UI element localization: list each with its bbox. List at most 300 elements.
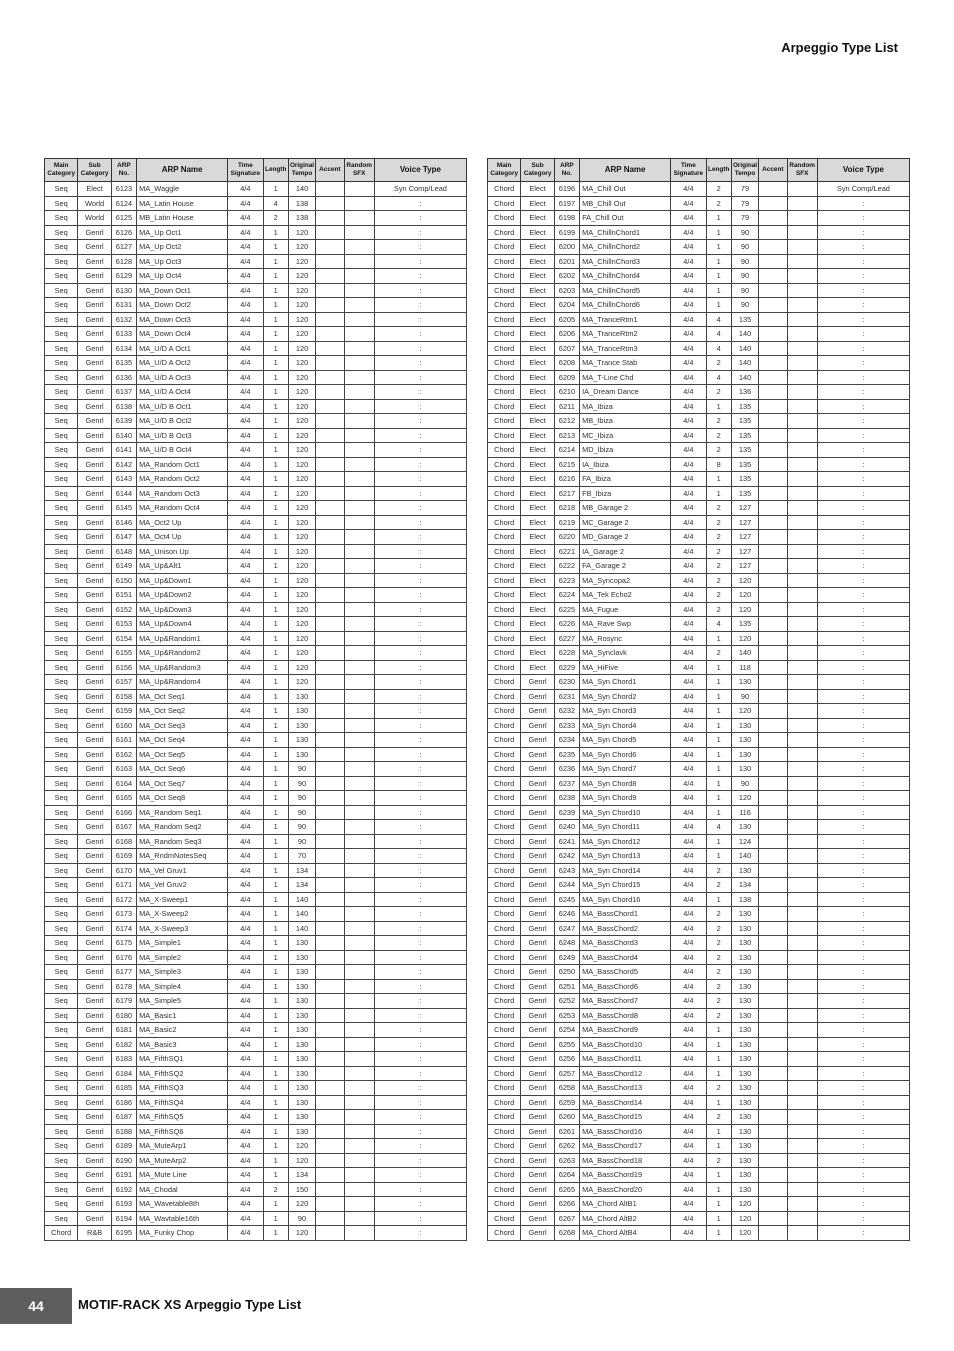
cell-length: 1 [706,631,731,646]
cell-arp-no: 6221 [554,544,579,559]
cell-voice-type: : [374,805,466,820]
cell-time-signature: 4/4 [671,1008,706,1023]
table-row [45,414,467,429]
cell-voice-type: : [374,385,466,400]
cell-main-category: Chord [488,849,521,864]
table-row [488,1095,910,1110]
cell-original-tempo: 130 [288,718,315,733]
cell-voice-type: : [817,733,909,748]
cell-time-signature: 4/4 [228,921,263,936]
cell-random-sfx [344,1197,374,1212]
cell-original-tempo: 120 [288,1153,315,1168]
cell-voice-type: : [374,689,466,704]
cell-accent [759,385,787,400]
table-row [45,878,467,893]
table-row [45,965,467,980]
cell-original-tempo: 130 [731,1124,758,1139]
cell-sub-category: Genrl [78,588,111,603]
cell-voice-type: : [374,356,466,371]
table-row [45,1197,467,1212]
cell-arp-name: MA_U/D B Oct1 [137,399,228,414]
cell-arp-name: MA_Syn Chord13 [580,849,671,864]
cell-original-tempo: 120 [731,588,758,603]
cell-random-sfx [787,1153,817,1168]
cell-length: 2 [706,936,731,951]
table-row [45,704,467,719]
cell-accent [759,312,787,327]
cell-arp-no: 6190 [111,1153,136,1168]
cell-accent [759,573,787,588]
cell-main-category: Chord [488,994,521,1009]
cell-time-signature: 4/4 [228,1182,263,1197]
cell-original-tempo: 90 [288,791,315,806]
cell-arp-no: 6193 [111,1197,136,1212]
cell-sub-category: Genrl [78,298,111,313]
cell-arp-no: 6124 [111,196,136,211]
cell-time-signature: 4/4 [228,994,263,1009]
table-row [488,1037,910,1052]
cell-length: 1 [263,718,288,733]
cell-accent [759,660,787,675]
cell-length: 1 [706,472,731,487]
cell-arp-no: 6229 [554,660,579,675]
cell-accent [316,573,344,588]
cell-length: 2 [706,1008,731,1023]
header-length: Length [263,159,288,182]
cell-accent [316,849,344,864]
cell-voice-type: : [374,515,466,530]
table-row [488,254,910,269]
cell-arp-name: MA_BassChord14 [580,1095,671,1110]
cell-sub-category: Elect [521,254,554,269]
cell-time-signature: 4/4 [671,950,706,965]
cell-length: 8 [706,457,731,472]
cell-random-sfx [787,747,817,762]
cell-voice-type: : [374,211,466,226]
cell-sub-category: Genrl [78,733,111,748]
cell-length: 2 [706,863,731,878]
cell-random-sfx [344,965,374,980]
cell-main-category: Seq [45,878,78,893]
cell-main-category: Seq [45,950,78,965]
cell-original-tempo: 120 [288,530,315,545]
cell-random-sfx [787,385,817,400]
table-row [45,240,467,255]
table-row [45,356,467,371]
cell-random-sfx [787,849,817,864]
cell-length: 1 [263,675,288,690]
cell-time-signature: 4/4 [671,1110,706,1125]
cell-length: 1 [706,1124,731,1139]
cell-time-signature: 4/4 [228,1197,263,1212]
table-row [488,936,910,951]
cell-main-category: Chord [488,762,521,777]
table-row [45,1023,467,1038]
cell-sub-category: Genrl [78,1110,111,1125]
cell-voice-type: : [374,646,466,661]
cell-voice-type: : [374,776,466,791]
cell-voice-type: : [817,747,909,762]
cell-random-sfx [787,718,817,733]
cell-voice-type: : [817,269,909,284]
cell-original-tempo: 130 [288,747,315,762]
cell-arp-name: MD_Garage 2 [580,530,671,545]
cell-time-signature: 4/4 [671,414,706,429]
cell-time-signature: 4/4 [671,646,706,661]
cell-sub-category: Elect [521,588,554,603]
table-row [45,820,467,835]
cell-length: 1 [706,660,731,675]
cell-time-signature: 4/4 [228,182,263,197]
cell-time-signature: 4/4 [671,356,706,371]
cell-arp-name: MA_Syn Chord16 [580,892,671,907]
cell-original-tempo: 120 [288,443,315,458]
cell-original-tempo: 120 [288,588,315,603]
cell-arp-no: 6158 [111,689,136,704]
table-row [488,457,910,472]
cell-arp-name: MA_Simple4 [137,979,228,994]
cell-accent [316,762,344,777]
cell-random-sfx [787,486,817,501]
cell-time-signature: 4/4 [671,269,706,284]
cell-accent [316,863,344,878]
table-row [45,602,467,617]
cell-length: 1 [263,660,288,675]
cell-time-signature: 4/4 [228,312,263,327]
cell-random-sfx [787,1066,817,1081]
cell-accent [316,805,344,820]
cell-sub-category: Genrl [521,762,554,777]
cell-length: 2 [706,588,731,603]
table-row [488,1008,910,1023]
cell-arp-name: MA_U/D A Oct4 [137,385,228,400]
cell-arp-no: 6252 [554,994,579,1009]
cell-main-category: Chord [488,733,521,748]
table-row [488,196,910,211]
cell-sub-category: Genrl [521,1197,554,1212]
cell-voice-type: : [817,312,909,327]
cell-sub-category: Genrl [78,617,111,632]
cell-arp-name: MA_U/D B Oct2 [137,414,228,429]
footer-title: MOTIF-RACK XS Arpeggio Type List [78,1297,302,1312]
cell-accent [759,1095,787,1110]
cell-main-category: Chord [488,486,521,501]
table-row [45,472,467,487]
cell-length: 1 [263,791,288,806]
cell-time-signature: 4/4 [228,414,263,429]
cell-main-category: Chord [488,254,521,269]
cell-original-tempo: 140 [731,341,758,356]
cell-random-sfx [787,907,817,922]
cell-length: 4 [706,370,731,385]
cell-original-tempo: 135 [731,414,758,429]
cell-voice-type: : [374,1197,466,1212]
table-row [488,921,910,936]
cell-time-signature: 4/4 [671,689,706,704]
cell-random-sfx [344,370,374,385]
cell-original-tempo: 130 [288,704,315,719]
cell-length: 2 [706,878,731,893]
cell-original-tempo: 130 [288,1066,315,1081]
cell-original-tempo: 120 [288,327,315,342]
cell-arp-no: 6162 [111,747,136,762]
table-row [45,762,467,777]
cell-main-category: Seq [45,1095,78,1110]
cell-sub-category: Genrl [521,1023,554,1038]
cell-original-tempo: 130 [731,936,758,951]
cell-arp-no: 6194 [111,1211,136,1226]
cell-time-signature: 4/4 [671,385,706,400]
cell-voice-type: : [374,602,466,617]
cell-main-category: Chord [488,385,521,400]
cell-arp-name: MA_Ibiza [580,399,671,414]
cell-accent [316,617,344,632]
cell-arp-no: 6133 [111,327,136,342]
cell-original-tempo: 130 [731,1153,758,1168]
cell-arp-no: 6230 [554,675,579,690]
cell-original-tempo: 90 [288,1211,315,1226]
cell-arp-no: 6268 [554,1226,579,1241]
cell-accent [316,443,344,458]
cell-voice-type: : [374,1066,466,1081]
arpeggio-table-right [487,158,910,1241]
cell-main-category: Chord [488,950,521,965]
cell-random-sfx [787,1095,817,1110]
cell-arp-no: 6232 [554,704,579,719]
cell-voice-type: : [817,341,909,356]
cell-time-signature: 4/4 [671,878,706,893]
cell-arp-no: 6256 [554,1052,579,1067]
cell-time-signature: 4/4 [671,1095,706,1110]
cell-arp-no: 6210 [554,385,579,400]
cell-arp-no: 6175 [111,936,136,951]
cell-time-signature: 4/4 [228,820,263,835]
cell-time-signature: 4/4 [228,544,263,559]
cell-random-sfx [787,834,817,849]
cell-sub-category: Genrl [521,1124,554,1139]
cell-arp-name: MA_BassChord2 [580,921,671,936]
cell-original-tempo: 138 [288,196,315,211]
cell-arp-no: 6126 [111,225,136,240]
cell-random-sfx [787,573,817,588]
cell-main-category: Chord [488,559,521,574]
cell-voice-type: : [374,269,466,284]
cell-accent [316,1226,344,1241]
cell-random-sfx [787,776,817,791]
cell-voice-type: : [817,501,909,516]
table-row [45,341,467,356]
cell-arp-no: 6127 [111,240,136,255]
cell-length: 1 [706,1168,731,1183]
table-row [45,312,467,327]
cell-main-category: Chord [488,617,521,632]
cell-arp-name: MA_BassChord15 [580,1110,671,1125]
cell-main-category: Chord [488,399,521,414]
cell-arp-name: MA_BassChord6 [580,979,671,994]
cell-random-sfx [787,733,817,748]
cell-sub-category: Genrl [78,356,111,371]
cell-length: 2 [706,646,731,661]
cell-random-sfx [787,356,817,371]
cell-arp-name: MA_Syn Chord12 [580,834,671,849]
table-row [488,733,910,748]
cell-time-signature: 4/4 [228,356,263,371]
cell-main-category: Seq [45,762,78,777]
cell-random-sfx [344,385,374,400]
cell-sub-category: Genrl [78,718,111,733]
cell-voice-type: : [817,936,909,951]
cell-random-sfx [344,950,374,965]
cell-voice-type: : [817,849,909,864]
cell-arp-name: MA_Up Oct1 [137,225,228,240]
header-arp-name: ARP Name [580,159,671,182]
cell-sub-category: Genrl [78,399,111,414]
cell-arp-name: MA_Syn Chord9 [580,791,671,806]
cell-accent [759,240,787,255]
table-row [488,1139,910,1154]
cell-arp-no: 6254 [554,1023,579,1038]
table-row [45,646,467,661]
cell-length: 1 [706,1052,731,1067]
cell-random-sfx [344,1037,374,1052]
table-row [488,863,910,878]
cell-original-tempo: 120 [288,254,315,269]
cell-original-tempo: 127 [731,515,758,530]
cell-arp-no: 6208 [554,356,579,371]
cell-random-sfx [787,414,817,429]
cell-main-category: Chord [488,907,521,922]
cell-arp-name: MA_Vel Gruv1 [137,863,228,878]
cell-sub-category: Genrl [78,515,111,530]
cell-length: 1 [263,573,288,588]
cell-random-sfx [344,1081,374,1096]
cell-sub-category: Genrl [521,863,554,878]
cell-original-tempo: 130 [288,733,315,748]
table-row [488,631,910,646]
cell-sub-category: Elect [521,298,554,313]
cell-random-sfx [787,965,817,980]
cell-sub-category: Genrl [521,1037,554,1052]
table-header-row [45,159,467,182]
cell-sub-category: Genrl [521,1168,554,1183]
table-row [488,1168,910,1183]
cell-random-sfx [344,283,374,298]
cell-length: 1 [706,834,731,849]
cell-voice-type: : [374,486,466,501]
cell-arp-no: 6249 [554,950,579,965]
cell-sub-category: Genrl [78,1124,111,1139]
cell-length: 1 [706,254,731,269]
cell-length: 4 [706,327,731,342]
cell-accent [316,733,344,748]
cell-original-tempo: 120 [288,385,315,400]
cell-voice-type: : [374,399,466,414]
cell-accent [316,907,344,922]
cell-voice-type: : [374,240,466,255]
cell-time-signature: 4/4 [671,1182,706,1197]
cell-time-signature: 4/4 [228,298,263,313]
cell-arp-no: 6242 [554,849,579,864]
cell-arp-no: 6262 [554,1139,579,1154]
cell-time-signature: 4/4 [228,1153,263,1168]
table-row [488,399,910,414]
cell-time-signature: 4/4 [671,776,706,791]
cell-random-sfx [344,312,374,327]
cell-sub-category: Genrl [521,805,554,820]
table-row [45,559,467,574]
cell-random-sfx [787,254,817,269]
cell-arp-name: MA_Oct2 Up [137,515,228,530]
cell-arp-name: MA_ChillnChord4 [580,269,671,284]
cell-voice-type: : [374,1110,466,1125]
cell-sub-category: Genrl [78,907,111,922]
cell-sub-category: Genrl [521,950,554,965]
cell-voice-type: : [817,1023,909,1038]
table-row [45,283,467,298]
cell-random-sfx [787,1182,817,1197]
cell-length: 1 [706,1023,731,1038]
cell-main-category: Seq [45,1110,78,1125]
cell-original-tempo: 135 [731,457,758,472]
cell-sub-category: Genrl [78,965,111,980]
cell-original-tempo: 120 [288,675,315,690]
cell-time-signature: 4/4 [228,805,263,820]
cell-arp-name: MA_Oct Seq5 [137,747,228,762]
cell-time-signature: 4/4 [671,762,706,777]
cell-sub-category: Elect [521,240,554,255]
cell-arp-name: MA_Oct Seq3 [137,718,228,733]
cell-accent [759,965,787,980]
cell-length: 1 [263,544,288,559]
cell-main-category: Seq [45,675,78,690]
cell-time-signature: 4/4 [671,472,706,487]
cell-random-sfx [344,1052,374,1067]
cell-arp-no: 6181 [111,1023,136,1038]
cell-time-signature: 4/4 [228,1124,263,1139]
cell-accent [759,805,787,820]
cell-original-tempo: 90 [731,254,758,269]
table-row [45,1226,467,1241]
table-header-row [488,159,910,182]
cell-voice-type: : [817,878,909,893]
cell-accent [316,1139,344,1154]
cell-arp-no: 6130 [111,283,136,298]
cell-main-category: Seq [45,1197,78,1212]
cell-voice-type: : [817,1110,909,1125]
cell-main-category: Chord [488,1168,521,1183]
cell-random-sfx [787,791,817,806]
cell-main-category: Seq [45,225,78,240]
cell-length: 2 [706,544,731,559]
cell-arp-name: MA_Oct Seq8 [137,791,228,806]
cell-accent [316,1023,344,1038]
cell-main-category: Seq [45,298,78,313]
cell-time-signature: 4/4 [671,312,706,327]
header-arp-name: ARP Name [137,159,228,182]
cell-voice-type: : [817,1124,909,1139]
cell-arp-no: 6225 [554,602,579,617]
cell-random-sfx [787,399,817,414]
cell-random-sfx [344,530,374,545]
cell-sub-category: World [78,211,111,226]
table-row [488,979,910,994]
cell-time-signature: 4/4 [671,936,706,951]
cell-original-tempo: 120 [731,791,758,806]
cell-original-tempo: 150 [288,1182,315,1197]
table-row [45,892,467,907]
cell-random-sfx [787,1139,817,1154]
cell-time-signature: 4/4 [671,225,706,240]
